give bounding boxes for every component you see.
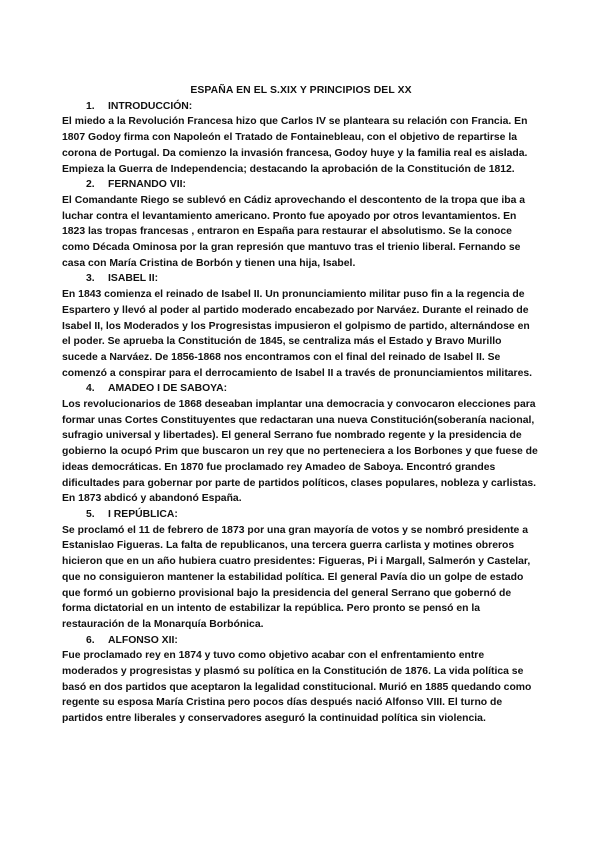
section-i-republica: [62, 507, 540, 633]
document-body: [62, 83, 540, 727]
section-paragraph: Se proclamó el 11 de febrero de 1873 por una gran mayoría de votos y se nombró presidente a Estanislao Figueras. La falta de republicanos, una tercera guerra carlista y motines obreros hicieron que en un año hubiera cuatro presidentes: Figueras, Pi i Margall, Salmerón y Castelar, que no consiguieron mantener la estabilidad política. El general Pavía dio un golpe de estado que formó un gobierno provisional bajo la presidencia del general Serrano que gobernó de forma dictatorial en un intento de estabilizar la república. Pero pronto se pensó en la restauración de la Monarquía Borbónica.: [62, 524, 531, 630]
section-fernando-vii: [62, 177, 540, 271]
section-title: ISABEL II:: [108, 273, 159, 285]
section-title: AMADEO I DE SABOYA:: [108, 383, 228, 395]
section-paragraph: En 1843 comienza el reinado de Isabel II. Un pronunciamiento militar puso fin a la regencia de Espartero y llevó al poder al partido moderado encabezado por Narváez. Durante el reinado de Isabel II, los Moderados y los Progresistas impusieron el golpismo de partido, alternándose en el poder. Se aprueba la Constitución de 1845, se centraliza más el Estado y Bravo Murillo sucede a Narváez. De 1856-1868 nos encontramos con el final del reinado de Isabel II. Se comenzó a conspirar para el derrocamiento de Isabel II a través de pronunciamientos militares.: [62, 289, 533, 379]
section-title: INTRODUCCIÓN:: [108, 100, 193, 112]
section-paragraph: Los revolucionarios de 1868 deseaban implantar una democracia y convocaron elecciones para formar unas Cortes Constituyentes que redactaran una nueva Constitución(soberanía nacional, sufragio universal y libertades). El general Serrano fue nombrado regente y la presidencia de gobierno la ocupó Prim que buscaron un rey que no perteneciera a los Borbones y que fuese de ideas democráticas. En 1870 fue proclamado rey Amadeo de Saboya. Encontró grandes dificultades para gobernar por parte de partidos políticos, clases populares, nobleza y carlistas. En 1873 abdicó y abandonó España.: [62, 399, 538, 505]
section-number: 6.: [86, 634, 95, 646]
document-title: ESPAÑA EN EL S.XIX Y PRINCIPIOS DEL XX: [190, 85, 412, 96]
section-title: I REPÚBLICA:: [108, 508, 178, 520]
section-number: 5.: [86, 508, 95, 520]
section-paragraph: El miedo a la Revolución Francesa hizo que Carlos IV se planteara su relación con Francia. En 1807 Godoy firma con Napoleón el Tratado de Fontainebleau, con el objetivo de repartirse la corona de Portugal. Da comienzo la invasión francesa, Godoy huye y la familia real es aislada. Empieza la Guerra de Independencia; destacando la aprobación de la Constitución de 1812.: [62, 116, 528, 175]
section-isabel-ii: [62, 271, 540, 381]
section-amadeo-i: [62, 381, 540, 507]
section-number: 3.: [86, 273, 95, 285]
section-number: 2.: [86, 179, 95, 191]
section-heading: [62, 507, 540, 523]
section-number: 1.: [86, 100, 95, 112]
section-paragraph: Fue proclamado rey en 1874 y tuvo como objetivo acabar con el enfrentamiento entre moderados y progresistas y plasmó su política en la Constitución de 1876. La vida política se basó en dos partidos que aceptaron la legalidad constitucional. Murió en 1885 quedando como regente su esposa María Cristina pero pocos días después nació Alfonso VIII. El turno de partidos entre liberales y conservadores aseguró la continuidad política sin violencia.: [62, 650, 532, 725]
section-title: ALFONSO XII:: [108, 634, 178, 646]
section-heading: [62, 381, 540, 397]
section-heading: [62, 633, 540, 649]
section-introduccion: [62, 99, 540, 178]
section-number: 4.: [86, 383, 95, 395]
section-alfonso-xii: [62, 633, 540, 727]
section-title: FERNANDO VII:: [108, 179, 186, 191]
section-heading: [62, 177, 540, 193]
section-heading: [62, 99, 540, 115]
section-paragraph: El Comandante Riego se sublevó en Cádiz aprovechando el descontento de la tropa que iba a luchar contra el levantamiento americano. Pronto fue apoyado por otros levantamientos. En 1823 las tropas francesas , entraron en España para restaurar el absolutismo. Se la conoce como Década Ominosa por la gran represión que mantuvo tras el trienio liberal. Fernando se casa con María Cristina de Borbón y tienen una hija, Isabel.: [62, 194, 526, 269]
section-heading: [62, 271, 540, 287]
